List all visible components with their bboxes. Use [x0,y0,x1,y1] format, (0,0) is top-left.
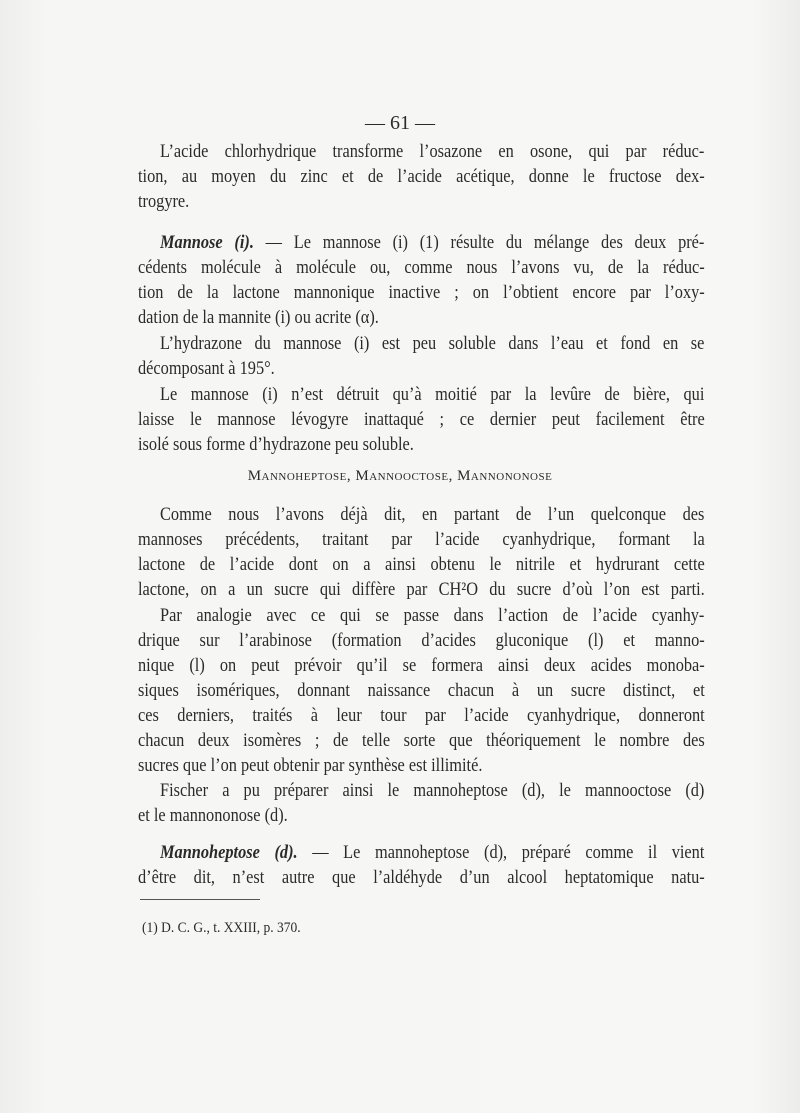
line-text: Par analogie avec ce qui se passe dans l’action de l’acide cyanhy- [160,605,705,626]
text-line [160,383,704,407]
footnote: (1) D. C. G., t. XXIII, p. 370. [142,920,301,936]
text-line [138,553,705,577]
line-text: tion de la lactone mannonique inactive ; on l’obtient encore par l’oxy- [138,282,705,303]
line-text: décomposant à 195°. [138,358,275,379]
line-text: dation de la mannite (i) ou acrite (α). [138,307,379,328]
line-text: Comme nous l’avons déjà dit, en partant de l’un quelconque des [160,504,705,525]
line-text: Fischer a pu préparer ainsi le mannoheptose (d), le mannooctose (d) [160,780,705,801]
text-line [138,190,705,214]
line-text: L’hydrazone du mannose (i) est peu soluble dans l’eau et fond en se [160,333,705,354]
text-line [160,841,704,865]
footnote-rule [140,899,260,900]
text-line [138,866,705,890]
line-text: — Le mannoheptose (d), préparé comme il vient [297,842,705,863]
text-line [138,804,705,828]
line-text: laisse le mannose lévogyre inattaqué ; ce dernier peut facilement être [138,409,705,430]
line-text: lactone, on a un sucre qui diffère par CH²O du sucre d’où l’on est parti. [138,579,705,600]
text-line [138,629,705,653]
text-line [138,256,705,280]
text-line [138,408,705,432]
line-text: chacun deux isomères ; de telle sorte que théoriquement le nombre des [138,730,705,751]
text-line [138,754,705,778]
line-text: nique (l) on peut prévoir qu’il se formera ainsi deux acides monoba- [138,655,705,676]
text-line [138,306,705,330]
line-text: drique sur l’arabinose (formation d’acides gluconique (l) et manno- [138,630,705,651]
text-line [160,332,704,356]
line-text: d’être dit, n’est autre que l’aldéhyde d’un alcool heptatomique natu- [138,867,705,888]
text-line [160,503,704,527]
text-line [160,140,704,164]
line-text: lactone de l’acide dont on a ainsi obtenu le nitrile et hydrurant cette [138,554,705,575]
line-text: ces derniers, traités à leur tour par l’acide cyanhydrique, donneront [138,705,705,726]
line-text: et le mannononose (d). [138,805,288,826]
line-text: Le mannose (i) n’est détruit qu’à moitié par la levûre de bière, qui [160,384,705,405]
text-line [138,704,705,728]
text-line [138,281,705,305]
text-line [138,165,705,189]
text-line [138,679,705,703]
line-text: tion, au moyen du zinc et de l’acide acétique, donne le fructose dex- [138,166,705,187]
section-heading: Mannoheptose, Mannooctose, Mannononose [247,468,553,484]
text-line [138,433,705,457]
text-line [138,357,705,381]
line-text: isolé sous forme d’hydrazone peu soluble. [138,434,414,455]
text-line [138,578,705,602]
line-text: — Le mannose (i) (1) résulte du mélange des deux pré- [253,232,705,253]
line-text: L’acide chlorhydrique transforme l’osazone en osone, qui par réduc- [160,141,705,162]
text-line [138,528,705,552]
page-number: — 61 — [365,112,435,134]
text-line [160,231,704,255]
line-text: cédents molécule à molécule ou, comme nous l’avons vu, de la réduc- [138,257,705,278]
line-text: trogyre. [138,191,190,212]
text-line [160,604,704,628]
line-text: siques isomériques, donnant naissance chacun à un sucre distinct, et [138,680,705,701]
text-line [138,729,705,753]
line-text: mannoses précédents, traitant par l’acide cyanhydrique, formant la [138,529,705,550]
text-line [160,779,704,803]
paragraph-title: Mannoheptose (d). [160,842,298,863]
text-line [138,654,705,678]
line-text: sucres que l’on peut obtenir par synthèse est illimité. [138,755,483,776]
paragraph-title: Mannose (i). [160,232,254,253]
